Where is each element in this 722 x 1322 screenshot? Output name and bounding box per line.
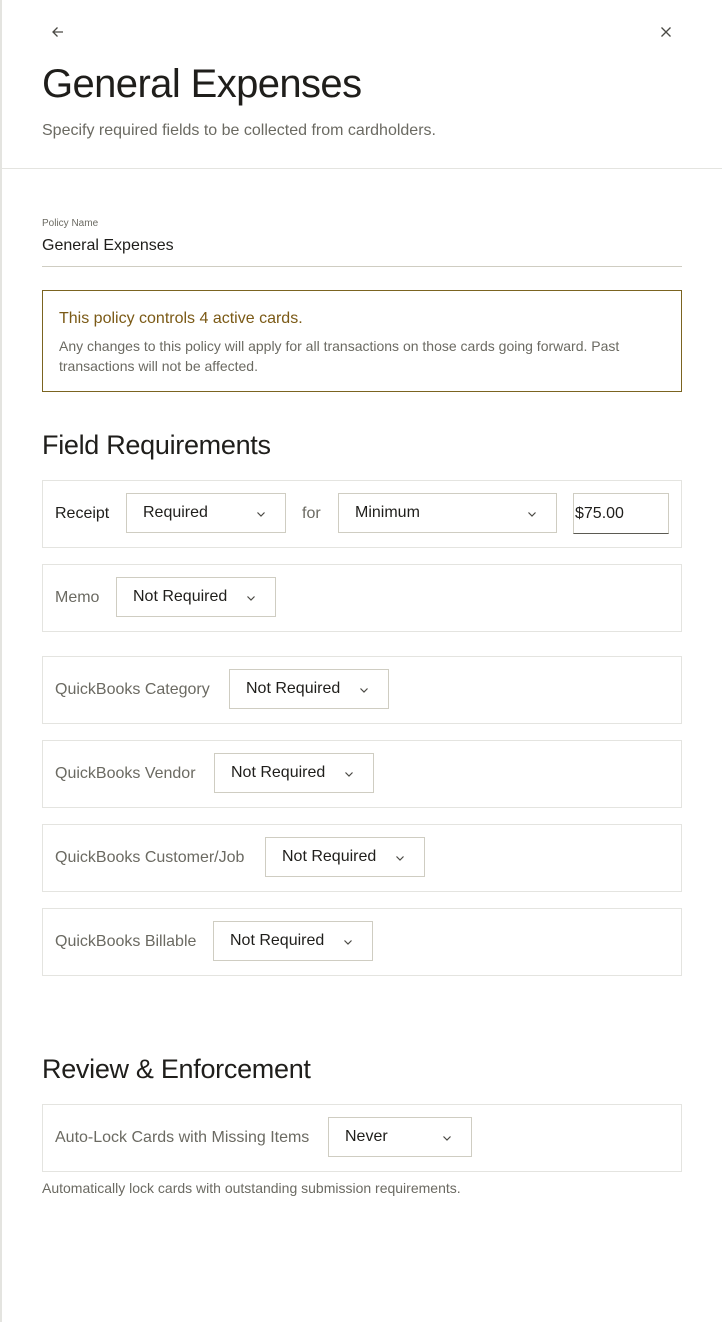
page-title: General Expenses — [42, 62, 362, 106]
memo-row — [42, 564, 682, 632]
review-enforcement-title: Review & Enforcement — [42, 1054, 311, 1084]
close-icon — [659, 25, 673, 39]
notice-title: This policy controls 4 active cards. — [59, 310, 303, 327]
close-button[interactable] — [654, 20, 678, 44]
back-button[interactable] — [46, 20, 70, 44]
chevron-down-icon — [342, 936, 354, 948]
receipt-label: Receipt — [55, 505, 110, 522]
memo-label: Memo — [55, 589, 100, 606]
chevron-down-icon — [526, 508, 538, 520]
auto-lock-label: Auto-Lock Cards with Missing Items — [55, 1129, 310, 1146]
quickbooks-customer-job-value: Not Required — [282, 848, 377, 865]
memo-value: Not Required — [133, 588, 228, 605]
chevron-down-icon — [441, 1132, 453, 1144]
policy-notice — [42, 290, 682, 392]
auto-lock-value: Never — [345, 1128, 388, 1145]
panel-left-border — [0, 0, 2, 1322]
field-requirements-title: Field Requirements — [42, 430, 271, 460]
quickbooks-category-value: Not Required — [246, 680, 341, 697]
receipt-requirement-select[interactable] — [126, 493, 286, 533]
chevron-down-icon — [245, 592, 257, 604]
receipt-amount-input[interactable] — [573, 493, 669, 534]
quickbooks-vendor-label: QuickBooks Vendor — [55, 765, 196, 782]
auto-lock-row — [42, 1104, 682, 1172]
auto-lock-select[interactable] — [328, 1117, 472, 1157]
policy-name-input[interactable] — [42, 234, 682, 258]
policy-name-field — [42, 216, 682, 267]
quickbooks-billable-row — [42, 908, 682, 976]
receipt-requirement-value: Required — [143, 504, 208, 521]
quickbooks-customer-job-select[interactable] — [265, 837, 425, 877]
quickbooks-billable-label: QuickBooks Billable — [55, 933, 197, 950]
quickbooks-category-label: QuickBooks Category — [55, 681, 210, 698]
receipt-threshold-select[interactable] — [338, 493, 557, 533]
page-subtitle: Specify required fields to be collected from cardholders. — [42, 122, 436, 139]
quickbooks-category-select[interactable] — [229, 669, 389, 709]
quickbooks-billable-select[interactable] — [213, 921, 373, 961]
header-divider — [2, 168, 722, 169]
quickbooks-vendor-value: Not Required — [231, 764, 326, 781]
memo-select[interactable] — [116, 577, 276, 617]
quickbooks-vendor-row — [42, 740, 682, 808]
quickbooks-customer-job-row — [42, 824, 682, 892]
policy-name-label: Policy Name — [42, 218, 99, 229]
quickbooks-category-row — [42, 656, 682, 724]
receipt-row — [42, 480, 682, 548]
chevron-down-icon — [394, 852, 406, 864]
chevron-down-icon — [358, 684, 370, 696]
notice-body: Any changes to this policy will apply for all transactions on those cards going forward. Past transactions will not be affected. — [59, 338, 620, 374]
chevron-down-icon — [255, 508, 267, 520]
quickbooks-vendor-select[interactable] — [214, 753, 374, 793]
chevron-down-icon — [343, 768, 355, 780]
auto-lock-helper-text: Automatically lock cards with outstanding submission requirements. — [42, 1180, 461, 1196]
arrow-left-icon — [51, 25, 65, 39]
quickbooks-billable-value: Not Required — [230, 932, 325, 949]
receipt-threshold-value: Minimum — [355, 504, 420, 521]
receipt-for-label: for — [302, 505, 321, 522]
quickbooks-customer-job-label: QuickBooks Customer/Job — [55, 849, 245, 866]
